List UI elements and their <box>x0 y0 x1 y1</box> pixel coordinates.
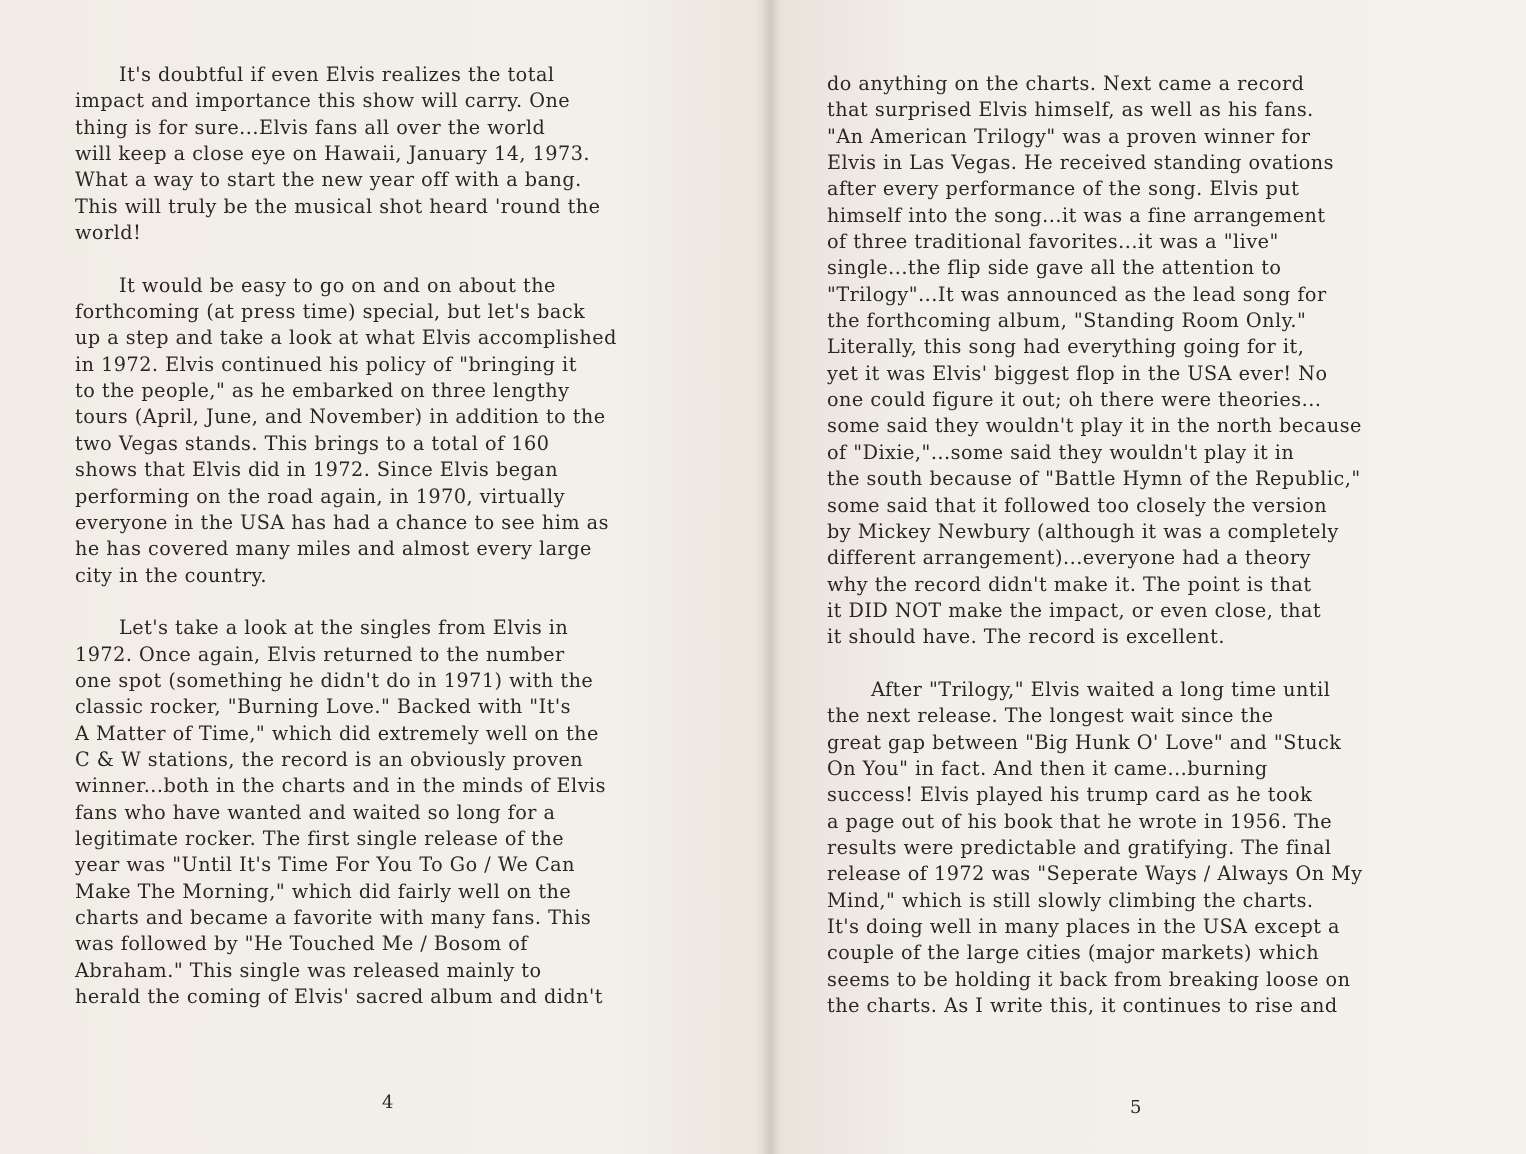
text-line: fans who have wanted and waited so long for a <box>75 800 556 824</box>
text-line: it DID NOT make the impact, or even close, that <box>827 598 1322 622</box>
text-line: legitimate rocker. The first single release of the <box>75 826 565 850</box>
text-line: Let's take a look at the singles from Elvis in <box>119 616 569 640</box>
text-line: a page out of his book that he wrote in 1956. The <box>827 809 1333 833</box>
text-line: some said they wouldn't play it in the north because <box>827 414 1362 438</box>
text-line: year was "Until It's Time For You To Go / We Can <box>75 853 575 877</box>
text-line: world! <box>75 221 142 245</box>
text-line: different arrangement)...everyone had a theory <box>827 546 1311 570</box>
text-line: the next release. The longest wait since the <box>827 704 1274 728</box>
text-line: to the people," as he embarked on three lengthy <box>75 379 570 403</box>
text-line: single...the flip side gave all the attention to <box>827 256 1282 280</box>
text-line: was followed by "He Touched Me / Bosom of <box>75 932 528 956</box>
text-line: winner...both in the charts and in the minds of Elvis <box>75 774 606 798</box>
text-line: after every performance of the song. Elvis put <box>827 177 1300 201</box>
text-line: success! Elvis played his trump card as he took <box>827 783 1313 807</box>
paragraph <box>827 71 1363 651</box>
text-line: by Mickey Newbury (although it was a completely <box>827 519 1339 543</box>
text-line: the charts. As I write this, it continues to rise and <box>827 994 1338 1018</box>
paragraph <box>827 677 1363 1019</box>
text-line: some said that it followed too closely the version <box>827 493 1328 517</box>
text-line: himself into the song...it was a fine arrangement <box>827 203 1326 227</box>
text-line: Literally, this song had everything going for it, <box>827 335 1305 359</box>
text-line: 1972. Once again, Elvis returned to the number <box>75 642 565 666</box>
text-line: classic rocker, "Burning Love." Backed with "It's <box>75 695 572 719</box>
text-line: tours (April, June, and November) in addition to the <box>75 405 606 429</box>
text-line: This will truly be the musical shot heard 'round the <box>75 194 601 218</box>
text-line: Elvis in Las Vegas. He received standing ovations <box>827 151 1334 175</box>
right-page <box>770 0 1526 1154</box>
text-line: charts and became a favorite with many fans. This <box>75 906 592 929</box>
paragraph <box>75 62 617 246</box>
text-line: city in the country. <box>75 563 267 587</box>
text-line: herald the coming of Elvis' sacred album and didn't <box>75 985 604 1009</box>
text-line: forthcoming (at press time) special, but let's back <box>75 300 586 324</box>
text-line: yet it was Elvis' biggest flop in the USA ever! No <box>827 361 1328 385</box>
paragraph <box>75 273 617 589</box>
text-line: of "Dixie,"...some said they wouldn't play it in <box>827 440 1295 464</box>
text-line: great gap between "Big Hunk O' Love" and "Stuck <box>827 730 1342 754</box>
text-line: impact and importance this show will carry. One <box>75 89 571 113</box>
text-line: Make The Morning," which did fairly well on the <box>75 879 572 903</box>
text-line: Abraham." This single was released mainly to <box>75 958 542 982</box>
text-line: that surprised Elvis himself, as well as his fans. <box>827 98 1314 122</box>
text-line: Mind," which is still slowly climbing the charts. <box>827 888 1314 912</box>
text-line: seems to be holding it back from breaking loose on <box>827 967 1351 991</box>
text-line: up a step and take a look at what Elvis accomplished <box>75 326 617 350</box>
text-line: performing on the road again, in 1970, virtually <box>75 484 566 508</box>
text-line: couple of the large cities (major markets) which <box>827 941 1320 965</box>
text-line: What a way to start the new year off with a bang. <box>75 168 582 192</box>
text-line: On You" in fact. And then it came...burning <box>827 756 1268 780</box>
text-line: C & W stations, the record is an obviously proven <box>75 747 584 771</box>
text-line: the forthcoming album, "Standing Room Only." <box>827 309 1307 333</box>
text-line: the south because of "Battle Hymn of the Republic," <box>827 467 1361 491</box>
text-line: do anything on the charts. Next came a record <box>827 72 1305 95</box>
text-line: It's doing well in many places in the USA except a <box>827 915 1340 938</box>
page-number: 4 <box>382 1092 394 1113</box>
paragraph-spacer <box>75 246 617 272</box>
text-line: will keep a close eye on Hawaii, January 14, 1973. <box>75 142 591 166</box>
text-line: in 1972. Elvis continued his policy of "bringing it <box>75 352 577 376</box>
left-page-text <box>75 62 617 1010</box>
text-line: he has covered many miles and almost every large <box>75 537 592 561</box>
text-line: shows that Elvis did in 1972. Since Elvis began <box>75 458 559 482</box>
text-line: It would be easy to go on and on about the <box>119 273 556 297</box>
text-line: one spot (something he didn't do in 1971) with the <box>75 668 594 692</box>
text-line: everyone in the USA has had a chance to see him as <box>75 510 609 534</box>
text-line: release of 1972 was "Seperate Ways / Always On My <box>827 862 1363 886</box>
paragraph <box>75 615 617 1010</box>
text-line: why the record didn't make it. The point is that <box>827 572 1312 596</box>
text-line: of three traditional favorites...it was a "live" <box>827 230 1279 254</box>
text-line: A Matter of Time," which did extremely well on the <box>75 721 599 745</box>
text-line: two Vegas stands. This brings to a total of 160 <box>75 431 550 455</box>
paragraph-spacer <box>827 651 1363 677</box>
text-line: it should have. The record is excellent. <box>827 625 1225 649</box>
paragraph-spacer <box>75 589 617 615</box>
text-line: "An American Trilogy" was a proven winner for <box>827 124 1311 148</box>
right-page-text <box>827 71 1363 1019</box>
text-line: thing is for sure...Elvis fans all over the world <box>75 115 546 139</box>
text-line: After "Trilogy," Elvis waited a long time until <box>871 677 1331 701</box>
text-line: one could figure it out; oh there were theories... <box>827 388 1322 412</box>
page-number: 5 <box>1130 1097 1142 1118</box>
text-line: "Trilogy"...It was announced as the lead song for <box>827 282 1327 306</box>
text-line: results were predictable and gratifying. The final <box>827 835 1332 859</box>
text-line: It's doubtful if even Elvis realizes the total <box>119 63 555 86</box>
